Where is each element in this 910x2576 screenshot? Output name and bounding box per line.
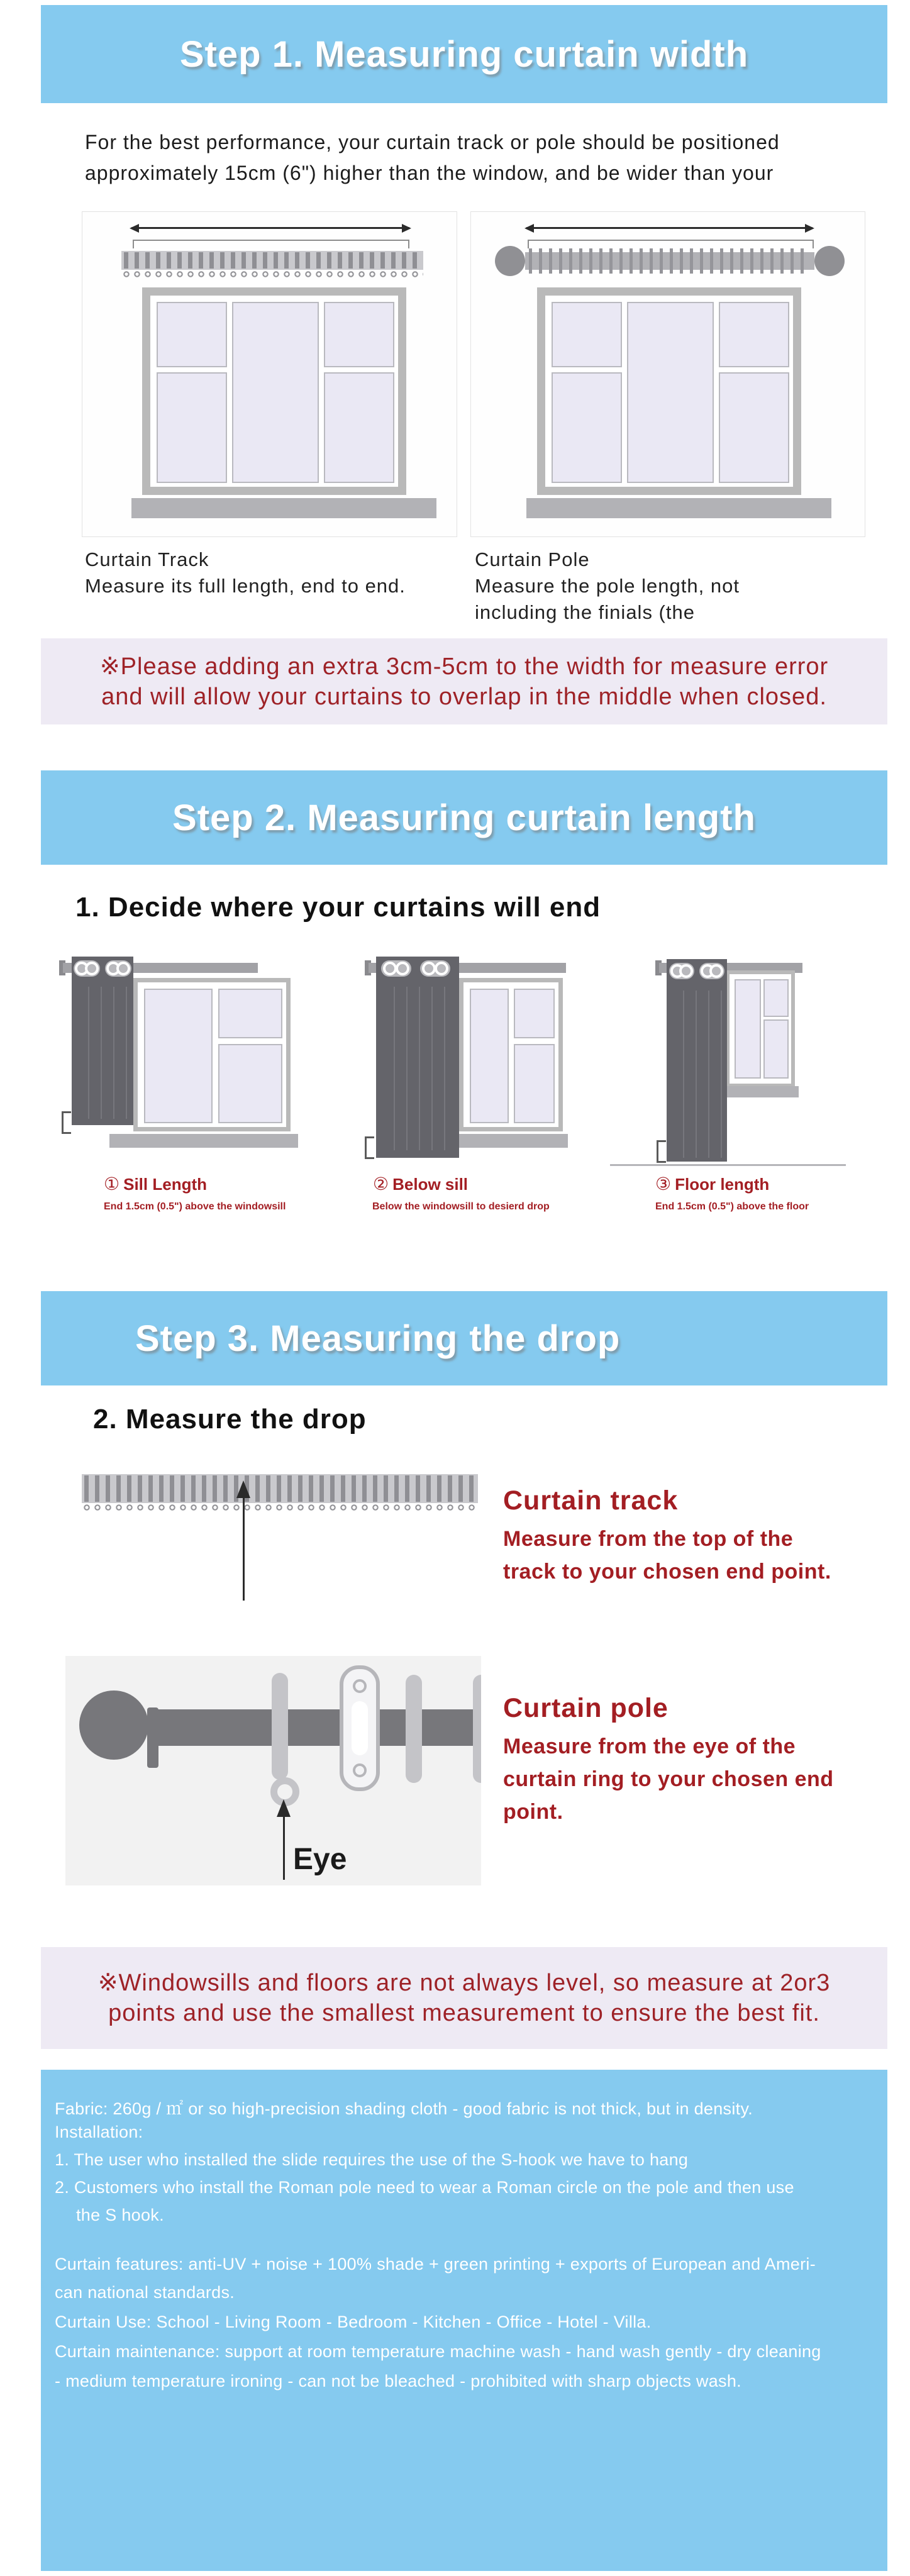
eye-pointer-arrow-icon [283, 1817, 285, 1880]
level-note-line2: points and use the smallest measurement to ensure the best fit. [108, 2000, 820, 2026]
window-pane [218, 989, 282, 1038]
window [142, 287, 406, 495]
grommet-icon [422, 962, 436, 975]
window-pane [735, 979, 761, 1079]
option3-desc: End 1.5cm (0.5") above the floor [655, 1201, 809, 1212]
window-pane [514, 989, 555, 1038]
curtain-track-icon [121, 251, 423, 270]
option3-number: ③ [655, 1174, 672, 1194]
curtain-folds [77, 987, 128, 1119]
window-pane [514, 1044, 555, 1123]
footer-line: Fabric: 260g / ㎡ or so high-precision shading cloth - good fabric is not thick, but in density. [55, 2099, 753, 2118]
step3-banner-title: Step 3. Measuring [135, 1318, 458, 1359]
curtain-track-closeup [82, 1474, 478, 1503]
track-caption-desc: Measure its full length, end to end. [85, 575, 406, 597]
end-point-bracket-icon [62, 1111, 71, 1134]
footer-line: Curtain maintenance: support at room temperature machine wash - hand wash gently - dry cleaning [55, 2342, 821, 2361]
step1-banner [41, 5, 887, 103]
screw-hole-icon [353, 1763, 367, 1777]
window-pane [719, 372, 789, 483]
floor-length-diagram [623, 953, 874, 1170]
pole-bar-icon [157, 1709, 481, 1746]
footer-line: Installation: [55, 2123, 143, 2141]
footer-line: the S hook. [76, 2206, 164, 2224]
curtain-pole-icon [525, 252, 814, 270]
window [726, 970, 795, 1087]
track-gliders-icon [82, 1503, 478, 1513]
footer-line: Curtain Use: School - Living Room - Bedroom - Kitchen - Office - Hotel - Villa. [55, 2312, 652, 2331]
level-note [41, 1947, 887, 2049]
option2-desc: Below the windowsill to desierd drop [372, 1201, 550, 1212]
window-pane [324, 302, 394, 367]
step3-banner-subtitle: the drop [469, 1318, 621, 1359]
track-drop-desc1: Measure from the top of the [503, 1527, 794, 1551]
footer-line: can national standards. [55, 2283, 235, 2302]
curtain-pole-diagram [470, 211, 865, 537]
step2-banner-title: Step 2. Measuring curtain length [172, 797, 756, 838]
pole-caption-desc2: including the finials (the [475, 601, 695, 623]
step1-intro-line2: approximately 15cm (6") higher than the window, and be wider than your [85, 162, 774, 184]
grommet-icon [679, 964, 693, 978]
windowsill [526, 498, 831, 518]
measure-bracket-icon [133, 240, 409, 248]
screw-hole-icon [353, 1679, 367, 1693]
grommet-icon [383, 962, 397, 975]
eye-label: Eye [293, 1843, 347, 1876]
curtain-folds [382, 987, 453, 1150]
window-pane [232, 302, 319, 483]
track-gliders-icon [121, 270, 423, 279]
window-pane [157, 372, 227, 483]
grommet-icon [85, 962, 99, 975]
floor-line [610, 1164, 846, 1166]
grommet-slot-icon [699, 963, 724, 979]
below-sill-diagram [365, 953, 641, 1170]
windowsill [131, 498, 436, 518]
curtain-pole-closeup [65, 1656, 481, 1885]
windowsill [718, 1086, 799, 1097]
window-pane [157, 302, 227, 367]
curtain [667, 959, 727, 1162]
pole-drop-desc3: point. [503, 1800, 563, 1824]
option1-title: ① Sill Length [104, 1174, 207, 1194]
bracket-slot-icon [352, 1701, 368, 1755]
window-pane [470, 989, 509, 1123]
measure-bracket-icon [528, 240, 814, 248]
pole-finial-icon [79, 1690, 148, 1760]
wall-bracket-icon [340, 1665, 380, 1791]
width-note-line1: ※Please adding an extra 3cm-5cm to the width for measure error [99, 653, 829, 680]
pole-caption-title: Curtain Pole [475, 548, 590, 570]
window-pane [218, 1044, 282, 1123]
window-pane [763, 979, 789, 1017]
option1-number: ① [104, 1174, 120, 1194]
footer-line: Curtain features: anti-UV + noise + 100% shade + green printing + exports of European and Ameri- [55, 2255, 816, 2273]
curtain [376, 957, 459, 1158]
pole-drop-desc2: curtain ring to your chosen end [503, 1767, 834, 1791]
pole-finial-icon [814, 246, 845, 276]
window [133, 978, 291, 1131]
grommet-icon [116, 962, 130, 975]
footer-line: - medium temperature ironing - can not be bleached - prohibited with sharp objects wash. [55, 2372, 741, 2390]
footer-line: 2. Customers who install the Roman pole need to wear a Roman circle on the pole and then use [55, 2178, 794, 2197]
windowsill [109, 1134, 298, 1148]
step2-heading: 1. Decide where your curtains will end [75, 892, 601, 923]
end-point-bracket-icon [365, 1136, 374, 1159]
window-pane [552, 372, 622, 483]
width-note [41, 638, 887, 724]
level-note-line1: ※Windowsills and floors are not always level, so measure at 2or3 [97, 1970, 831, 1996]
end-point-bracket-icon [657, 1140, 666, 1163]
option1-desc: End 1.5cm (0.5") above the windowsill [104, 1201, 286, 1212]
step1-banner-title: Step 1. Measuring curtain width [179, 33, 749, 75]
option2-title: ② Below sill [373, 1174, 469, 1194]
step3-heading: 2. Measure the drop [93, 1404, 367, 1435]
grommet-icon [435, 962, 448, 975]
track-caption-title: Curtain Track [85, 548, 209, 570]
step1-intro-line1: For the best performance, your curtain track or pole should be positioned [85, 131, 780, 153]
curtain-track-diagram [82, 211, 457, 537]
window-pane [627, 302, 714, 483]
grommet-slot-icon [381, 960, 411, 977]
step2-banner [41, 770, 887, 865]
curtain-folds [672, 991, 722, 1158]
window-pane [763, 1019, 789, 1079]
grommet-slot-icon [105, 960, 131, 977]
width-measure-arrow-icon [131, 227, 409, 229]
window-pane [324, 372, 394, 483]
pole-drop-desc1: Measure from the eye of the [503, 1735, 796, 1758]
grommet-slot-icon [420, 960, 450, 977]
drop-measure-arrow-icon [243, 1498, 245, 1601]
width-note-line2: and will allow your curtains to overlap in the middle when closed. [101, 683, 827, 710]
window [537, 287, 801, 495]
window [459, 978, 563, 1131]
option2-number: ② [373, 1174, 389, 1194]
window-pane [552, 302, 622, 367]
grommet-slot-icon [74, 960, 100, 977]
grommet-icon [709, 964, 723, 978]
curtain-ring-icon [406, 1675, 422, 1783]
width-measure-arrow-icon [526, 227, 813, 229]
window-pane [719, 302, 789, 367]
curtain-ring-icon [272, 1673, 288, 1780]
track-drop-title: Curtain track [503, 1485, 679, 1516]
track-drop-desc2: track to your chosen end point. [503, 1560, 831, 1584]
pole-caption-desc1: Measure the pole length, not [475, 575, 740, 597]
footer-line: 1. The user who installed the slide requires the use of the S-hook we have to hang [55, 2150, 689, 2169]
curtain [72, 957, 133, 1125]
grommet-icon [396, 962, 409, 975]
product-details-footer [41, 2070, 887, 2571]
option3-title: ③ Floor length [655, 1174, 770, 1194]
curtain-ring-icon [473, 1675, 481, 1783]
grommet-slot-icon [669, 963, 694, 979]
window-pane [144, 989, 213, 1123]
pole-finial-icon [495, 246, 525, 276]
pole-drop-title: Curtain pole [503, 1693, 669, 1723]
step3-banner [41, 1291, 887, 1385]
sill-length-diagram [44, 953, 321, 1170]
